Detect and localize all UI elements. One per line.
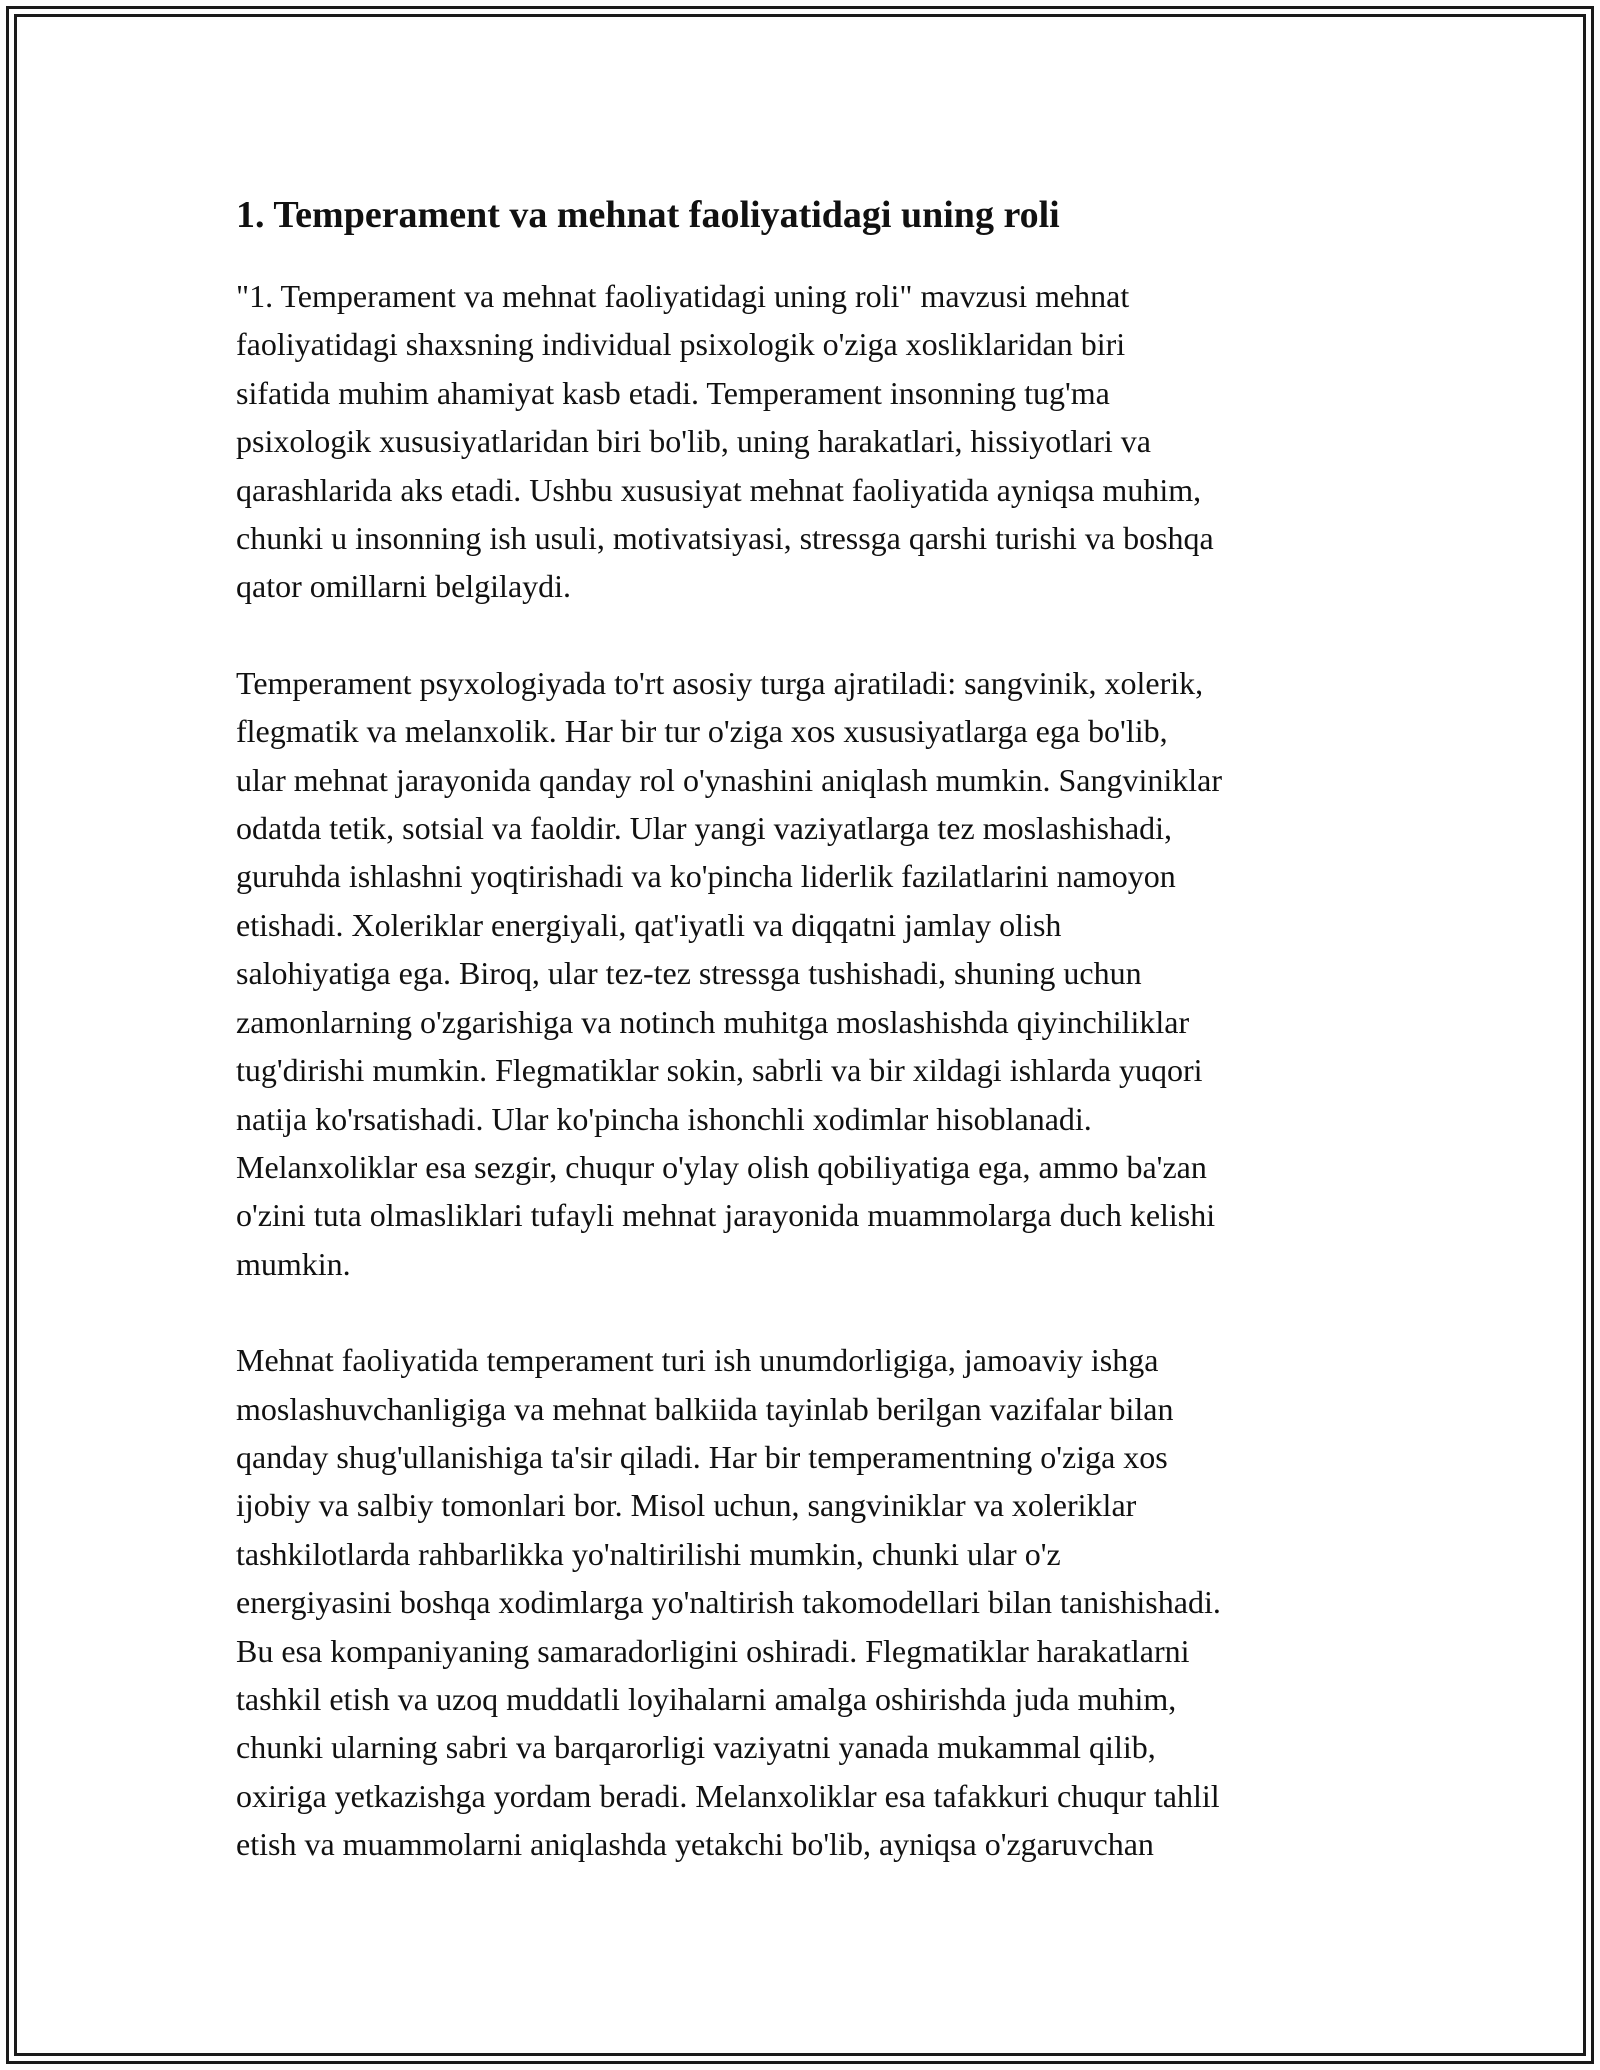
text-line: mumkin. xyxy=(236,1245,351,1282)
text-line: chunki u insonning ish usuli, motivatsiyasi, stressga qarshi turishi va boshqa xyxy=(236,520,1214,557)
text-line: guruhda ishlashni yoqtirishadi va ko'pincha liderlik fazilatlarini namoyon xyxy=(236,858,1176,895)
text-line: tug'dirishi mumkin. Flegmatiklar sokin, sabrli va bir xildagi ishlarda yuqori xyxy=(236,1052,1203,1089)
text-line: qator omillarni belgilaydi. xyxy=(236,568,572,605)
text-line: Temperament psyxologiyada to'rt asosiy turga ajratiladi: sangvinik, xolerik, xyxy=(236,664,1204,701)
text-line: ijobiy va salbiy tomonlari bor. Misol uchun, sangviniklar va xoleriklar xyxy=(236,1487,1137,1524)
text-line: o'zini tuta olmasliklari tufayli mehnat jarayonida muammolarga duch kelishi xyxy=(236,1197,1216,1234)
document-body xyxy=(236,186,1376,1917)
text-line: zamonlarning o'zgarishiga va notinch muhitga moslashishda qiyinchiliklar xyxy=(236,1003,1190,1040)
text-line: Melanxoliklar esa sezgir, chuqur o'ylay olish qobiliyatiga ega, ammo ba'zan xyxy=(236,1148,1207,1185)
text-line: oxiriga yetkazishga yordam beradi. Melanxoliklar esa tafakkuri chuqur tahlil xyxy=(236,1777,1220,1814)
text-line: Mehnat faoliyatida temperament turi ish unumdorligiga, jamoaviy ishga xyxy=(236,1342,1159,1379)
text-line: Bu esa kompaniyaning samaradorligini oshiradi. Flegmatiklar harakatlarni xyxy=(236,1632,1190,1669)
text-line: moslashuvchanligiga va mehnat balkiida tayinlab berilgan vazifalar bilan xyxy=(236,1390,1174,1427)
text-line: etishadi. Xoleriklar energiyali, qat'iyatli va diqqatni jamlay olish xyxy=(236,906,1062,943)
text-line: tashkilotlarda rahbarlikka yo'naltirilishi mumkin, chunki ular o'z xyxy=(236,1535,1061,1572)
text-line: faoliyatidagi shaxsning individual psixologik o'ziga xosliklaridan biri xyxy=(236,326,1126,363)
document-title: 1. Temperament va mehnat faoliyatidagi uning roli xyxy=(236,194,1060,236)
text-line: salohiyatiga ega. Biroq, ular tez-tez stressga tushishadi, shuning uchun xyxy=(236,955,1142,992)
text-line: sifatida muhim ahamiyat kasb etadi. Temperament insonning tug'ma xyxy=(236,374,1110,411)
body-paragraph xyxy=(236,1336,1376,1868)
text-line: tashkil etish va uzoq muddatli loyihalarni amalga oshirishda juda muhim, xyxy=(236,1680,1177,1717)
text-line: qarashlarida aks etadi. Ushbu xususiyat mehnat faoliyatida ayniqsa muhim, xyxy=(236,471,1202,508)
text-line: natija ko'rsatishadi. Ular ko'pincha ishonchli xodimlar hisoblanadi. xyxy=(236,1100,1092,1137)
text-line: chunki ularning sabri va barqarorligi vaziyatni yanada mukammal qilib, xyxy=(236,1729,1156,1766)
text-line: ular mehnat jarayonida qanday rol o'ynashini aniqlash mumkin. Sangviniklar xyxy=(236,761,1222,798)
text-line: etish va muammolarni aniqlashda yetakchi bo'lib, ayniqsa o'zgaruvchan xyxy=(236,1826,1154,1863)
text-line: "1. Temperament va mehnat faoliyatidagi uning roli" mavzusi mehnat xyxy=(236,278,1130,314)
text-line: energiyasini boshqa xodimlarga yo'naltirish takomodellari bilan tanishishadi. xyxy=(236,1584,1221,1621)
body-paragraph xyxy=(236,659,1376,1288)
paragraph-list xyxy=(236,272,1376,1869)
body-paragraph xyxy=(236,272,1376,611)
text-line: flegmatik va melanxolik. Har bir tur o'ziga xos xususiyatlarga ega bo'lib, xyxy=(236,713,1168,750)
text-line: qanday shug'ullanishiga ta'sir qiladi. Har bir temperamentning o'ziga xos xyxy=(236,1438,1168,1475)
text-line: odatda tetik, sotsial va faoldir. Ular yangi vaziyatlarga tez moslashishadi, xyxy=(236,810,1173,847)
text-line: psixologik xususiyatlaridan biri bo'lib, uning harakatlari, hissiyotlari va xyxy=(236,423,1151,460)
